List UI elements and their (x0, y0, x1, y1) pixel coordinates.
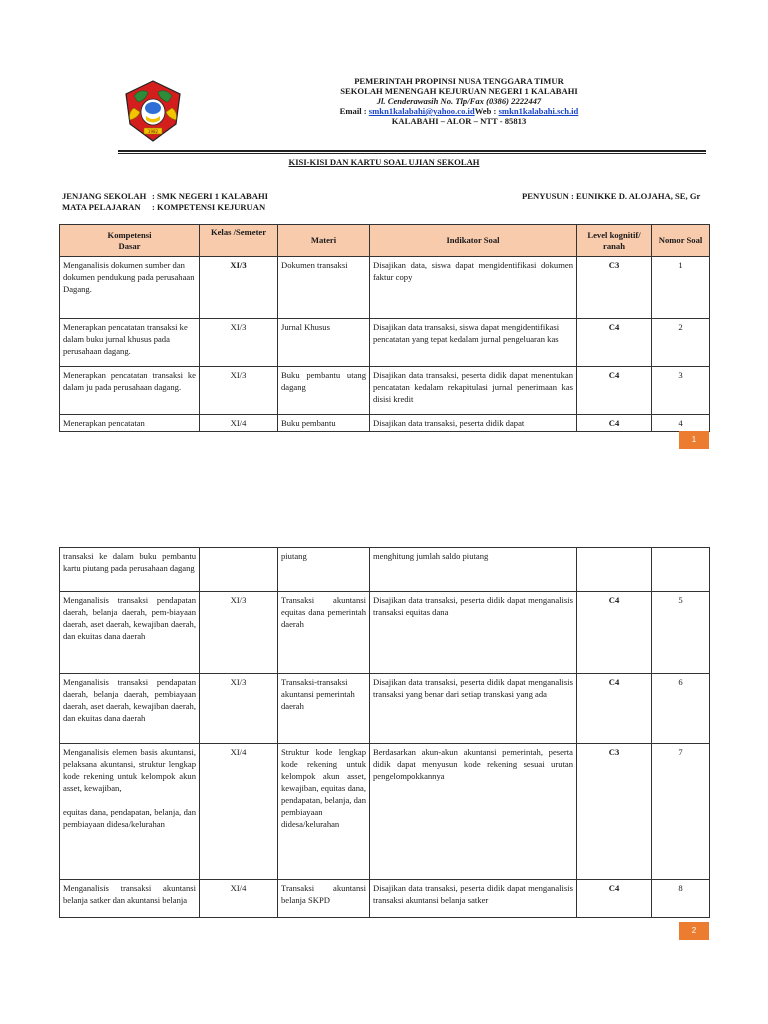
cell-materi: Transaksi akuntansi belanja SKPD (278, 880, 370, 918)
cell-kompetensi: transaksi ke dalam buku pembantu kartu piutang pada perusahaan dagang (60, 548, 200, 592)
letterhead-address: Jl. Cenderawasih No. Tlp/Fax (0386) 2222447 (376, 96, 542, 106)
cell-kompetensi: Menganalisis dokumen sumber dan dokumen pendukung pada perusahaan Dagang. (60, 257, 200, 319)
cell-materi: Struktur kode lengkap kode rekening untuk kelompok akun asset, kewajiban, equitas dana, pendapatan, belanja, dan pembiayaan didesa/kelurahan (278, 744, 370, 880)
cell-level: C4 (577, 674, 652, 744)
header-indikator: Indikator Soal (370, 225, 577, 257)
cell-kelas: XI/3 (200, 674, 278, 744)
jenjang-label: JENJANG SEKOLAH (62, 191, 147, 201)
cell-nomor: 3 (652, 367, 710, 415)
cell-indikator: Disajikan data transaksi, peserta didik dapat menganalisis transaksi equitas dana (370, 592, 577, 674)
cell-kelas: XI/3 (200, 592, 278, 674)
mapel-label: MATA PELAJARAN (62, 202, 141, 212)
letterhead-rule-thin (118, 153, 706, 154)
cell-indikator: menghitung jumlah saldo piutang (370, 548, 577, 592)
cell-nomor: 6 (652, 674, 710, 744)
cell-kompetensi: Menganalisis elemen basis akuntansi, pelaksana akuntansi, struktur lengkap kode rekening untuk kelompok akun asset, kewajiban, equitas dana, pendapatan, belanja, dan pembiayaan didesa/kelurahan (60, 744, 200, 880)
cell-kompetensi: Menganalisis transaksi akuntansi belanja satker dan akuntansi belanja (60, 880, 200, 918)
page-number-badge: 1 (679, 431, 709, 449)
jenjang-value: : SMK NEGERI 1 KALABAHI (152, 191, 269, 201)
cell-level: C4 (577, 415, 652, 432)
cell-level (577, 548, 652, 592)
cell-kompetensi: Menerapkan pencatatan transaksi ke dalam buku jurnal khusus pada perusahaan dagang. (60, 319, 200, 367)
cell-level: C3 (577, 744, 652, 880)
penyusun: PENYUSUN : EUNIKKE D. ALOJAHA, SE, Gr (522, 191, 701, 201)
cell-materi: Transaksi-transaksi akuntansi pemerintah daerah (278, 674, 370, 744)
cell-kelas: XI/4 (200, 415, 278, 432)
table-row (60, 592, 710, 674)
header-level: Level kognitif/ ranah (577, 225, 652, 257)
cell-kompetensi: Menganalisis transaksi pendapatan daerah, belanja daerah, pembiayaan daerah, aset daerah, kewajiban daerah, dan ekuitas dana daerah (60, 674, 200, 744)
table-row (60, 415, 710, 432)
cell-materi: Jurnal Khusus (278, 319, 370, 367)
cell-kelas: XI/3 (200, 319, 278, 367)
table-row (60, 880, 710, 918)
crest-logo-icon (120, 78, 186, 144)
cell-level: C3 (577, 257, 652, 319)
cell-nomor: 8 (652, 880, 710, 918)
table-row (60, 548, 710, 592)
header-nomor: Nomor Soal (652, 225, 710, 257)
cell-indikator: Berdasarkan akun-akun akuntansi pemerintah, peserta didik dapat menyusun kode rekening sesuai urutan pengelompokkannya (370, 744, 577, 880)
cell-materi: piutang (278, 548, 370, 592)
email-label: Email : (339, 106, 369, 116)
cell-nomor: 1 (652, 257, 710, 319)
cell-kelas: XI/4 (200, 880, 278, 918)
page-number-badge: 2 (679, 922, 709, 940)
cell-nomor: 5 (652, 592, 710, 674)
header-materi: Materi (278, 225, 370, 257)
cell-level: C4 (577, 319, 652, 367)
meta-left (62, 191, 268, 213)
cell-nomor: 4 (652, 415, 710, 432)
cell-indikator: Disajikan data, siswa dapat mengidentifikasi dokumen faktur copy (370, 257, 577, 319)
cell-kelas: XI/3 (200, 257, 278, 319)
cell-materi: Dokumen transaksi (278, 257, 370, 319)
table-row (60, 744, 710, 880)
cell-kelas: XI/3 (200, 367, 278, 415)
cell-level: C4 (577, 592, 652, 674)
email-link[interactable]: smkn1kalabahi@yahoo.co.id (368, 106, 475, 116)
web-link[interactable]: smkn1kalabahi.sch.id (498, 106, 579, 116)
cell-kelas: XI/4 (200, 744, 278, 880)
web-label: Web : (474, 106, 499, 116)
cell-level: C4 (577, 367, 652, 415)
cell-materi: Buku pembantu (278, 415, 370, 432)
letterhead-contact (300, 106, 618, 116)
letterhead-line2: SEKOLAH MENENGAH KEJURUAN NEGERI 1 KALABAHI (340, 86, 578, 96)
cell-materi: Buku pembantu utang dagang (278, 367, 370, 415)
cell-materi: Transaksi akuntansi equitas dana pemerintah daerah (278, 592, 370, 674)
crest-motto: 1982 (147, 129, 159, 134)
cell-kompetensi: Menerapkan pencatatan transaksi ke dalam ju pada perusahaan dagang. (60, 367, 200, 415)
cell-kompetensi: Menerapkan pencatatan (60, 415, 200, 432)
cell-indikator: Disajikan data transaksi, peserta didik dapat (370, 415, 577, 432)
document-title: KISI-KISI DAN KARTU SOAL UJIAN SEKOLAH (288, 157, 480, 167)
cell-nomor: 7 (652, 744, 710, 880)
mapel-value: : KOMPETENSI KEJURUAN (152, 202, 266, 212)
table-row (60, 367, 710, 415)
cell-indikator: Disajikan data transaksi, peserta didik dapat menganalisis transaksi yang benar dari setiap transkasi yang ada (370, 674, 577, 744)
cell-nomor (652, 548, 710, 592)
table-row (60, 674, 710, 744)
header-kompetensi: Kompetensi Dasar (60, 225, 200, 257)
header-kelas: Kelas /Semeter (200, 225, 278, 257)
table-row (60, 319, 710, 367)
cell-indikator: Disajikan data transaksi, peserta didik dapat menganalisis transaksi akuntansi belanja satker (370, 880, 577, 918)
kisi-table-page2 (59, 547, 710, 918)
table-header-row (60, 225, 710, 257)
table-row (60, 257, 710, 319)
letterhead (300, 76, 618, 126)
kisi-table-page1 (59, 224, 710, 432)
letterhead-rule-thick (118, 150, 706, 152)
cell-kelas (200, 548, 278, 592)
cell-indikator: Disajikan data transaksi, siswa dapat mengidentifikasi pencatatan yang tepat kedalam jurnal pengeluaran kas (370, 319, 577, 367)
cell-kompetensi: Menganalisis transaksi pendapatan daerah, belanja daerah, pem-biayaan daerah, aset daerah, kewajiban daerah, dan ekuitas dana daerah (60, 592, 200, 674)
letterhead-line4: KALABAHI – ALOR – NTT - 85813 (391, 116, 527, 126)
letterhead-line1: PEMERINTAH PROPINSI NUSA TENGGARA TIMUR (354, 76, 564, 86)
cell-level: C4 (577, 880, 652, 918)
cell-indikator: Disajikan data transaksi, peserta didik dapat menentukan pencatatan kedalam rekapitulasi jurnal penerimaan kas disisi kredit (370, 367, 577, 415)
cell-nomor: 2 (652, 319, 710, 367)
